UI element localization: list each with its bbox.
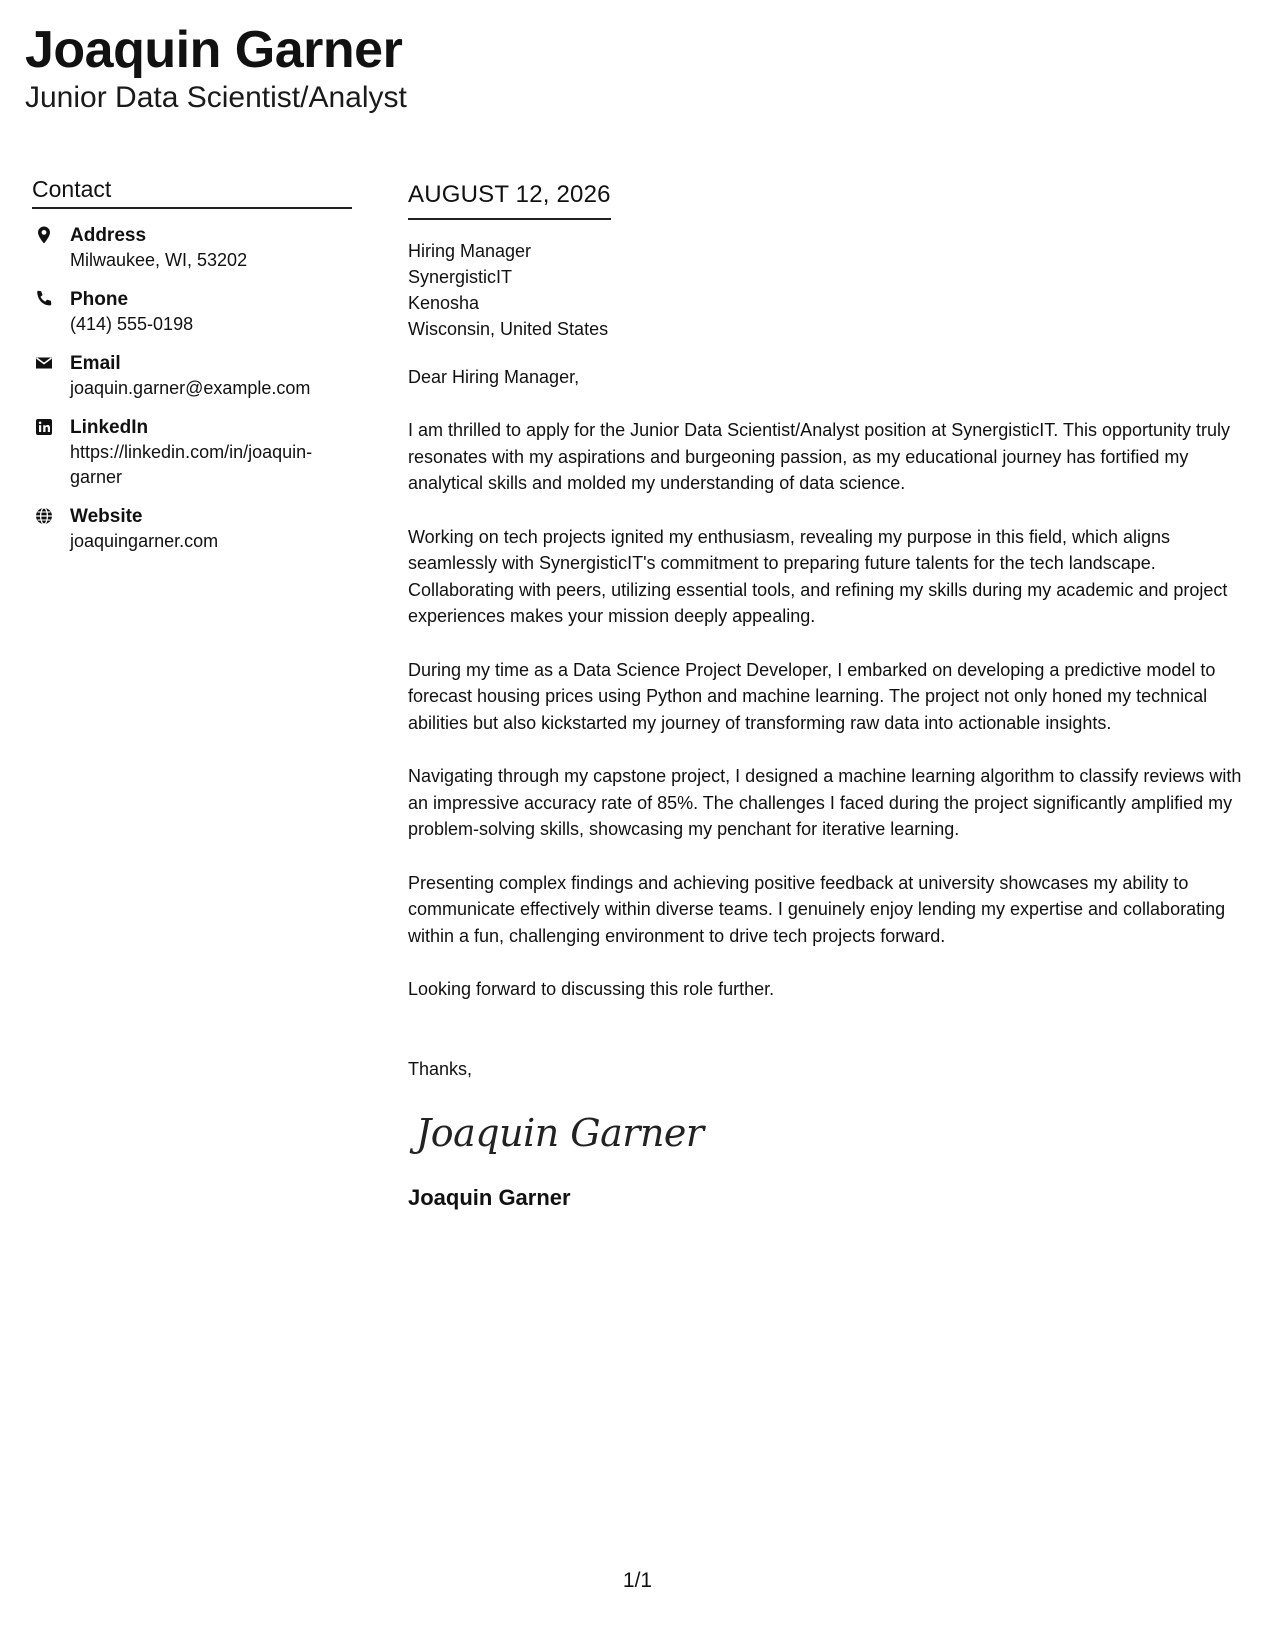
letter-paragraph: Navigating through my capstone project, I designed a machine learning algorithm to classify reviews with an impressive accuracy rate of 85%. The challenges I faced during the project significantly amplified my problem-solving skills, showcasing my penchant for iterative learning. [408, 766, 1242, 839]
email-value[interactable]: joaquin.garner@example.com [70, 378, 311, 398]
closing-line: Looking forward to discussing this role further. [408, 979, 775, 999]
recipient-line: Wisconsin, United States [408, 319, 609, 339]
contact-linkedin [32, 415, 352, 490]
email-label: Email [70, 353, 121, 374]
recipient-line: SynergisticIT [408, 267, 513, 287]
contact-email [32, 351, 352, 401]
website-label: Website [70, 506, 143, 527]
letter-paragraph: I am thrilled to apply for the Junior Data Scientist/Analyst position at SynergisticIT. This opportunity truly resonates with my aspirations and burgeoning passion, as my educational journey has fortified my analytical skills and molded my understanding of data science. [408, 420, 1231, 493]
letter-body [408, 180, 1248, 1212]
linkedin-value[interactable] [70, 440, 352, 490]
contact-heading: Contact [32, 175, 352, 209]
letter-paragraph: Working on tech projects ignited my enthusiasm, revealing my purpose in this field, which aligns seamlessly with SynergisticIT's commitment to preparing future talents for the tech landscape. Collaborating with peers, utilizing essential tools, and refining my skills during my academic and project experiences makes your mission deeply appealing. [408, 526, 1228, 626]
sign-off: Thanks, [408, 1059, 473, 1079]
signed-name: Joaquin Garner [408, 1185, 571, 1210]
phone-label: Phone [70, 289, 129, 310]
letter-paragraph: During my time as a Data Science Project Developer, I embarked on developing a predictive model to forecast housing prices using Python and machine learning. The project not only honed my technical abilities but also kickstarted my journey of transforming raw data into actionable insights. [408, 659, 1216, 733]
phone-value: (414) 555-0198 [70, 314, 194, 334]
page-number: 1/1 [622, 1569, 653, 1592]
envelope-icon [34, 353, 54, 373]
linkedin-label: LinkedIn [70, 417, 149, 438]
address-label: Address [70, 225, 147, 246]
globe-icon [34, 506, 54, 526]
linkedin-icon [34, 417, 54, 437]
address-value: Milwaukee, WI, 53202 [70, 250, 248, 270]
linkedin-value-line-2: garner [70, 467, 123, 487]
contact-address [32, 223, 352, 273]
handwritten-signature: Joaquin Garner [416, 1111, 704, 1155]
website-value[interactable]: joaquingarner.com [70, 531, 219, 551]
contact-website [32, 504, 352, 554]
contact-sidebar [32, 175, 352, 568]
linkedin-value-line-1: https://linkedin.com/in/joaquin- [70, 442, 313, 462]
letter-paragraph: Presenting complex findings and achieving positive feedback at university showcases my ability to communicate effectively within diverse teams. I genuinely enjoy lending my expertise and collaborating within a fun, challenging environment to drive tech projects forward. [408, 872, 1226, 946]
applicant-name: Joaquin Garner [25, 21, 403, 79]
applicant-role: Junior Data Scientist/Analyst [25, 81, 407, 114]
contact-phone [32, 287, 352, 337]
location-pin-icon [34, 225, 54, 245]
recipient-block [408, 238, 1248, 342]
salutation: Dear Hiring Manager, [408, 367, 580, 387]
recipient-line: Kenosha [408, 293, 480, 313]
letter-date: AUGUST 12, 2026 [408, 180, 611, 220]
recipient-line: Hiring Manager [408, 241, 532, 261]
phone-icon [34, 289, 54, 309]
